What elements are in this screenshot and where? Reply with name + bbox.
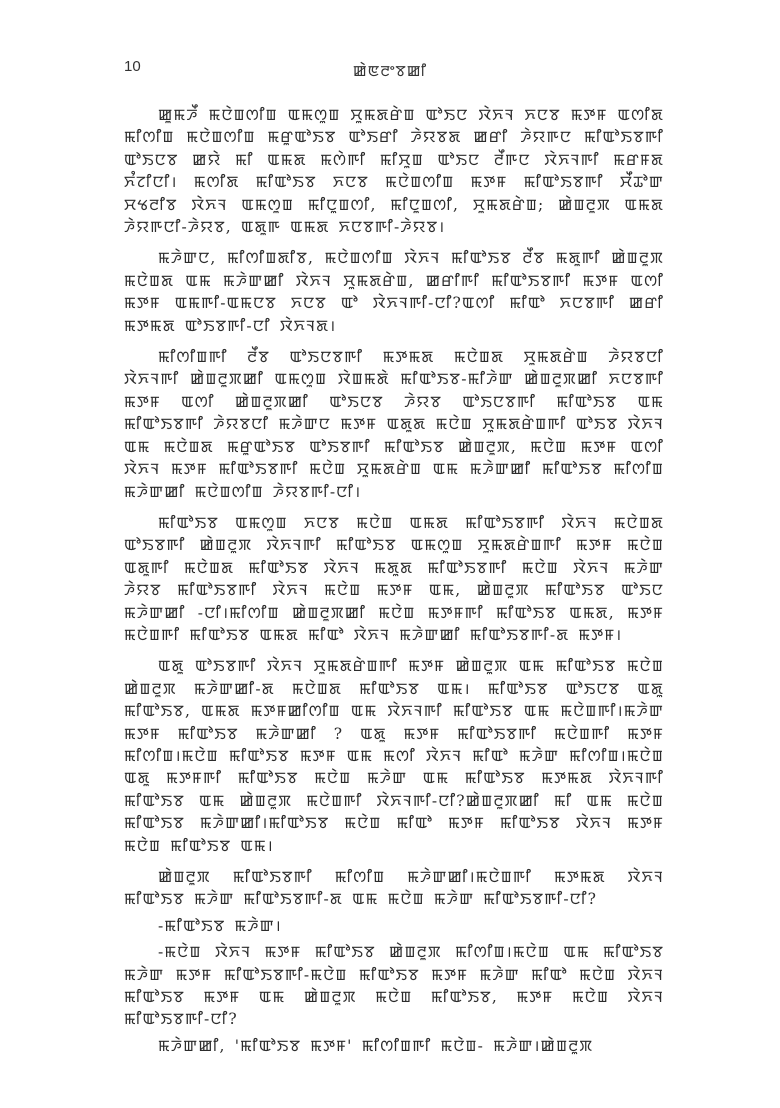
running-head: ꯀꯥꯟꯂꯦꯕꯀꯤ: [352, 62, 428, 80]
paragraph-9: ꯃꯍꯥꯛꯀꯤ, 'ꯃꯤꯑꯣꯏꯕ ꯃꯇꯝ' ꯃꯤꯁꯤꯡꯒꯤ ꯃꯅꯥꯡ- ꯃꯍꯥꯛ।ꯀꯥꯡꯂꯨꯞ: [158, 1036, 594, 1055]
paragraph-4: ꯃꯤꯑꯣꯏꯕ ꯑꯃꯁꯨꯡ ꯈꯅꯕ ꯃꯅꯥꯡ ꯑꯃꯗ ꯃꯤꯑꯣꯏꯕꯒꯤ ꯋꯥꯈꯜ ꯃꯅꯥꯡꯗ ꯑꯣꯏꯕꯒꯤ ꯀꯥꯡꯂꯨꯞ ꯋꯥꯈꯜꯒꯤ ꯃꯤꯑꯣꯏꯕ ꯑꯃꯁꯨꯡ ꯆꯨꯃꯗꯔꯥꯡꯒꯤ ꯃꯇꯝ ꯃꯅꯥꯡ ꯑꯗꯨꯒꯤ ꯃꯅꯥꯡꯗ ꯃꯤꯑꯣꯏꯕ ꯋꯥꯈꯜ ꯃꯗꯨꯗ ꯃꯤꯑꯣꯏꯕꯒꯤ ꯃꯅꯥꯡ ꯋꯥꯈꯜ ꯃꯍꯥꯛ ꯍꯥꯌꯕ ꯃꯤꯑꯣꯏꯕꯒꯤ ꯋꯥꯈꯜ ꯃꯅꯥꯡ ꯃꯇꯝ ꯑꯃ, ꯀꯥꯡꯂꯨꯞ ꯃꯤꯑꯣꯏꯕ ꯑꯣꯏꯅ ꯃꯍꯥꯛꯀꯤ -ꯅꯤ।ꯃꯤꯁꯤꯡ ꯀꯥꯡꯂꯨꯞꯀꯤ ꯃꯅꯥꯡ ꯃꯇꯝꯒꯤ ꯃꯤꯑꯣꯏꯕ ꯑꯃꯗ, ꯃꯇꯝ ꯃꯅꯥꯡꯒꯤ ꯃꯤꯑꯣꯏꯕ ꯑꯃꯗ ꯃꯤꯑꯣ ꯋꯥꯈꯜ ꯃꯍꯥꯛꯀꯤ ꯃꯤꯑꯣꯏꯕꯒꯤ-ꯗ ꯃꯇꯝ।: [124, 513, 664, 644]
paragraph-3: ꯃꯤꯁꯤꯡꯒꯤ ꯂꯩꯕ ꯑꯣꯏꯅꯕꯒꯤ ꯃꯇꯃꯗ ꯃꯅꯥꯡꯗ ꯆꯨꯃꯗꯔꯥꯡ ꯍꯥꯌꯕꯅꯤ ꯋꯥꯈꯜꯒꯤ ꯀꯥꯡꯂꯨꯞꯀꯤ ꯑꯃꯁꯨꯡ ꯋꯥꯡꯃꯗꯥ ꯃꯤꯑꯣꯏꯕ-ꯃꯤꯍꯥꯛ ꯀꯥꯡꯂꯨꯞꯀꯤ ꯈꯅꯕꯒꯤ ꯃꯇꯝ ꯑꯁꯤ ꯀꯥꯡꯂꯨꯞꯀꯤ ꯑꯣꯏꯅꯕ ꯍꯥꯌꯕ ꯑꯣꯏꯅꯕꯒꯤ ꯃꯤꯑꯣꯏꯕ ꯑꯃ ꯃꯤꯑꯣꯏꯕꯒꯤ ꯍꯥꯌꯕꯅꯤ ꯃꯍꯥꯛꯅ ꯃꯇꯝ ꯑꯗꯨꯗ ꯃꯅꯥꯡ ꯆꯨꯃꯗꯔꯥꯡꯒꯤ ꯑꯣꯏꯕ ꯋꯥꯈꯜ ꯑꯃ ꯃꯅꯥꯡꯗ ꯃꯔꯨꯑꯣꯏꯕ ꯑꯣꯏꯕꯒꯤ ꯃꯤꯑꯣꯏꯕ ꯀꯥꯡꯂꯨꯞ, ꯃꯅꯥꯡ ꯃꯇꯝ ꯑꯁꯤ ꯋꯥꯈꯜ ꯃꯇꯝ ꯃꯤꯑꯣꯏꯕꯒꯤ ꯃꯅꯥꯡ ꯆꯨꯃꯗꯔꯥꯡ ꯑꯃ ꯃꯍꯥꯛꯀꯤ ꯃꯤꯑꯣꯏꯕ ꯃꯤꯁꯤꯡ ꯃꯍꯥꯛꯀꯤ ꯃꯅꯥꯡꯁꯤꯡ ꯍꯥꯌꯕꯒꯤ-ꯅꯤ।: [124, 348, 664, 501]
paragraph-6: ꯀꯥꯡꯂꯨꯞ ꯃꯤꯑꯣꯏꯕꯒꯤ ꯃꯤꯁꯤꯡ ꯃꯍꯥꯛꯀꯤ।ꯃꯅꯥꯡꯒꯤ ꯃꯇꯃꯗ ꯋꯥꯈꯜ ꯃꯤꯑꯣꯏꯕ ꯃꯍꯥꯛ ꯃꯤꯑꯣꯏꯕꯒꯤ-ꯗ ꯑꯃ ꯃꯅꯥꯡ ꯃꯍꯥꯛ ꯃꯤꯑꯣꯏꯕꯒꯤ-ꯅꯤ?: [124, 868, 664, 909]
page-number: 10: [124, 58, 141, 75]
paragraph-1: ꯀꯨꯃꯍꯩ ꯃꯅꯥꯡꯁꯤꯡ ꯑꯃꯁꯨꯡ ꯆꯨꯃꯗꯔꯥꯡ ꯑꯣꯏꯅ ꯋꯥꯈꯜ ꯈꯅꯕ ꯃꯇꯝ ꯑꯁꯤꯗ ꯃꯤꯁꯤꯡ ꯃꯅꯥꯡꯁꯤꯡ ꯃꯔꯨꯑꯣꯏꯕ ꯑꯣꯏꯔꯤ ꯍꯥꯌꯕꯗ ꯀꯔꯤ ꯍꯥꯌꯒꯅ ꯃꯤꯑꯣꯏꯕꯒꯤ ꯑꯣꯏꯅꯕ ꯀꯌꯥ ꯃꯤ ꯑꯃꯗ ꯃꯁꯥꯒꯤ ꯃꯤꯆꯨꯡ ꯑꯣꯏꯅ ꯂꯩꯒꯅ ꯋꯥꯈꯜꯒꯤ ꯃꯔꯝꯗ ꯈꯪꯖꯤꯅꯤ। ꯃꯁꯤꯗ ꯃꯤꯑꯣꯏꯕ ꯈꯅꯕ ꯃꯅꯥꯡꯁꯤꯡ ꯃꯇꯝ ꯃꯤꯑꯣꯏꯕꯒꯤ ꯆꯩꯊꯣꯛ ꯆꯠꯂꯤꯕ ꯋꯥꯈꯜ ꯑꯃꯁꯨꯡ ꯃꯤꯅꯨꯡꯁꯤ, ꯃꯤꯅꯨꯡꯁꯤ, ꯆꯨꯃꯗꯔꯥꯡ; ꯀꯥꯡꯂꯨꯞ ꯑꯃꯗ ꯍꯥꯌꯒꯅꯤ-ꯍꯥꯌꯕ, ꯑꯗꯨꯒ ꯑꯃꯗ ꯈꯅꯕꯒꯤ-ꯍꯥꯌꯕ।: [124, 106, 664, 237]
paragraph-2: ꯃꯍꯥꯛꯅ, ꯃꯤꯁꯤꯡꯗꯤꯕ, ꯃꯅꯥꯡꯁꯤꯡ ꯋꯥꯈꯜ ꯃꯤꯑꯣꯏꯕ ꯂꯩꯕ ꯃꯗꯨꯒꯤ ꯀꯥꯡꯂꯨꯞ ꯃꯅꯥꯡꯗ ꯑꯃ ꯃꯍꯥꯛꯀꯤ ꯋꯥꯈꯜ ꯆꯨꯃꯗꯔꯥꯡ, ꯀꯔꯤꯒꯤ ꯃꯤꯑꯣꯏꯕꯒꯤ ꯃꯇꯝ ꯑꯁꯤ ꯃꯇꯝ ꯑꯃꯒꯤ-ꯑꯃꯅꯕ ꯈꯅꯕ ꯑꯣ ꯋꯥꯈꯜꯒꯤ-ꯅꯤ?ꯑꯁꯤ ꯃꯤꯑꯣ ꯈꯅꯕꯒꯤ ꯀꯔꯤ ꯃꯇꯃꯗ ꯑꯣꯏꯕꯒꯤ-ꯅꯤ ꯋꯥꯈꯜꯗ।: [124, 249, 664, 335]
dialogue-line-1: -ꯃꯤꯑꯣꯏꯕ ꯃꯍꯥꯛ।: [158, 916, 282, 935]
body-text: [124, 104, 664, 1066]
paragraph-5: ꯑꯗꯨ ꯑꯣꯏꯕꯒꯤ ꯋꯥꯈꯜ ꯆꯨꯃꯗꯔꯥꯡꯒꯤ ꯃꯇꯝ ꯀꯥꯡꯂꯨꯞ ꯑꯃ ꯃꯤꯑꯣꯏꯕ ꯃꯅꯥꯡ ꯀꯥꯡꯂꯨꯞ ꯃꯍꯥꯛꯀꯤ-ꯗ ꯃꯅꯥꯡꯗ ꯃꯤꯑꯣꯏꯕ ꯑꯃ। ꯃꯤꯑꯣꯏꯕ ꯑꯣꯏꯅꯕ ꯑꯗꯨ ꯃꯤꯑꯣꯏꯕ, ꯑꯃꯗ ꯃꯇꯝꯀꯤꯁꯤꯡ ꯑꯃ ꯋꯥꯈꯜꯒꯤ ꯃꯤꯑꯣꯏꯕ ꯑꯃ ꯃꯅꯥꯡꯒꯤ।ꯃꯍꯥꯛ ꯃꯇꯝ ꯃꯤꯑꯣꯏꯕ ꯃꯍꯥꯛꯀꯤ ? ꯑꯗꯨ ꯃꯇꯝ ꯃꯤꯑꯣꯏꯕꯒꯤ ꯃꯅꯥꯡꯒꯤ ꯃꯇꯝ ꯃꯤꯁꯤꯡ।ꯃꯅꯥꯡ ꯃꯤꯑꯣꯏꯕ ꯃꯇꯝ ꯑꯃ ꯃꯁꯤ ꯋꯥꯈꯜ ꯃꯤꯑꯣ ꯃꯍꯥꯛ ꯃꯤꯁꯤꯡ।ꯃꯅꯥꯡ ꯑꯗꯨ ꯃꯇꯝꯒꯤ ꯃꯤꯑꯣꯏꯕ ꯃꯅꯥꯡ ꯃꯍꯥꯛ ꯑꯃ ꯃꯤꯑꯣꯏꯕ ꯃꯇꯃꯗ ꯋꯥꯈꯜꯒꯤ ꯃꯤꯑꯣꯏꯕ ꯑꯃ ꯀꯥꯡꯂꯨꯞ ꯃꯅꯥꯡꯒꯤ ꯋꯥꯈꯜꯒꯤ-ꯅꯤ?ꯀꯥꯡꯂꯨꯞꯀꯤ ꯃꯤ ꯑꯃ ꯃꯅꯥꯡ ꯃꯤꯑꯣꯏꯕ ꯃꯍꯥꯛꯀꯤ।ꯃꯤꯑꯣꯏꯕ ꯃꯅꯥꯡ ꯃꯤꯑꯣ ꯃꯇꯝ ꯃꯤꯑꯣꯏꯕ ꯋꯥꯈꯜ ꯃꯇꯝ ꯃꯅꯥꯡ ꯃꯤꯑꯣꯏꯕ ꯑꯃ।: [124, 657, 664, 855]
dialogue-line-2: -ꯃꯅꯥꯡ ꯋꯥꯈꯜ ꯃꯇꯝ ꯃꯤꯑꯣꯏꯕ ꯀꯥꯡꯂꯨꯞ ꯃꯤꯁꯤꯡ।ꯃꯅꯥꯡ ꯑꯃ ꯃꯤꯑꯣꯏꯕ ꯃꯍꯥꯛ ꯃꯇꯝ ꯃꯤꯑꯣꯏꯕꯒꯤ-ꯃꯅꯥꯡ ꯃꯤꯑꯣꯏꯕ ꯃꯇꯝ ꯃꯍꯥꯛ ꯃꯤꯑꯣ ꯃꯅꯥꯡ ꯋꯥꯈꯜ ꯃꯤꯑꯣꯏꯕ ꯃꯇꯝ ꯑꯃ ꯀꯥꯡꯂꯨꯞ ꯃꯅꯥꯡ ꯃꯤꯑꯣꯏꯕ, ꯃꯇꯝ ꯃꯅꯥꯡ ꯋꯥꯈꯜ ꯃꯤꯑꯣꯏꯕꯒꯤ-ꯅꯤ?: [124, 943, 664, 1029]
